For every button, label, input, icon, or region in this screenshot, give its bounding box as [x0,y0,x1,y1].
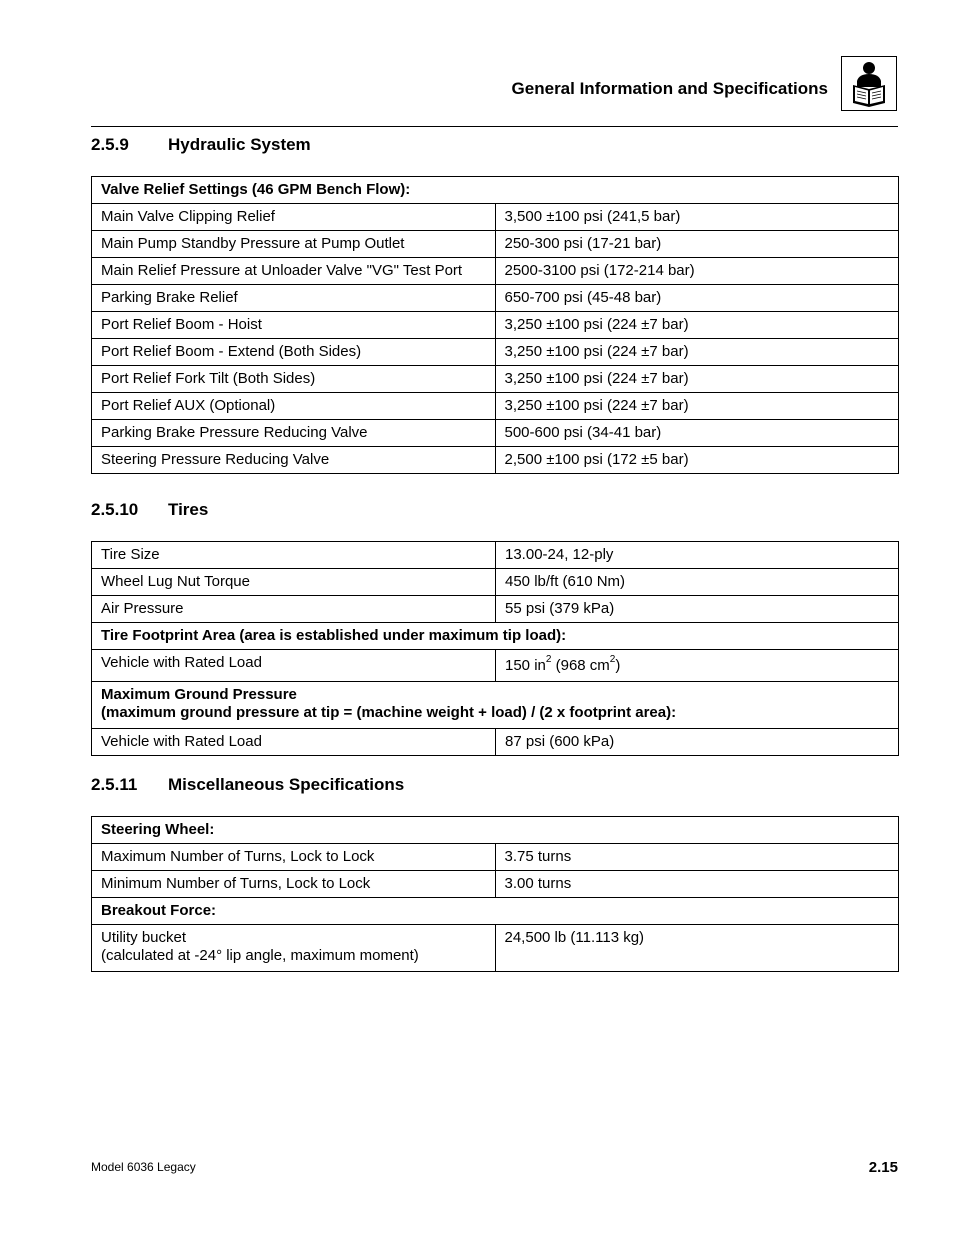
spec-label: Vehicle with Rated Load [92,650,496,682]
group-header-cell: Steering Wheel: [92,817,899,844]
spec-value [496,650,899,682]
page-header-title: General Information and Specifications [511,79,828,98]
table-row [92,596,899,623]
section-heading-hydraulic [91,135,311,155]
spec-value: 500-600 psi (34-41 bar) [495,420,899,447]
spec-label: Port Relief Fork Tilt (Both Sides) [92,366,496,393]
spec-value: 3,500 ±100 psi (241,5 bar) [495,204,899,231]
value-text: 150 in [505,656,546,674]
table-row [92,393,899,420]
spec-label: Steering Pressure Reducing Valve [92,447,496,474]
section-number: 2.5.10 [91,500,139,519]
spec-label: Main Valve Clipping Relief [92,204,496,231]
spec-label: Port Relief Boom - Extend (Both Sides) [92,339,496,366]
section-heading-tires [91,500,208,520]
section-number: 2.5.11 [91,775,138,794]
table-row [92,650,899,682]
spec-value: 3.75 turns [495,844,899,871]
spec-label [92,925,496,972]
superscript: 2 [545,653,552,665]
header-divider [91,126,898,127]
section-title: Tires [168,500,209,519]
table-row [92,366,899,393]
superscript: 2 [609,653,616,665]
spec-label: Air Pressure [92,596,496,623]
table-row [92,569,899,596]
table-row [92,312,899,339]
table-group-row [92,623,899,650]
section-heading-misc [91,775,404,795]
spec-value: 13.00-24, 12-ply [496,542,899,569]
spec-label: Parking Brake Pressure Reducing Valve [92,420,496,447]
hydraulic-table [91,176,899,474]
table-row [92,871,899,898]
group-header-cell [92,682,899,729]
section-title: Hydraulic System [168,135,311,154]
spec-label: Tire Size [92,542,496,569]
reading-manual-icon [841,56,897,111]
table-row [92,447,899,474]
spec-label: Wheel Lug Nut Torque [92,569,496,596]
label-line: Utility bucket [101,929,187,946]
spec-value: 3,250 ±100 psi (224 ±7 bar) [495,393,899,420]
group-header-cell: Tire Footprint Area (area is established under maximum tip load): [92,623,899,650]
spec-value: 24,500 lb (11.113 kg) [495,925,899,972]
spec-value: 3,250 ±100 psi (224 ±7 bar) [495,312,899,339]
spec-value: 55 psi (379 kPa) [496,596,899,623]
spec-value: 250-300 psi (17-21 bar) [495,231,899,258]
table-row [92,844,899,871]
section-number: 2.5.9 [91,135,129,154]
value-text: ) [615,656,621,674]
group-header-cell: Valve Relief Settings (46 GPM Bench Flow): [92,177,899,204]
page-number: 2.15 [868,1159,898,1176]
table-row [92,231,899,258]
spec-value: 450 lb/ft (610 Nm) [496,569,899,596]
table-row [92,729,899,756]
misc-table [91,816,899,972]
spec-label: Vehicle with Rated Load [92,729,496,756]
table-row [92,339,899,366]
spec-label: Port Relief AUX (Optional) [92,393,496,420]
spec-value: 3.00 turns [495,871,899,898]
spec-label: Parking Brake Relief [92,285,496,312]
spec-label: Port Relief Boom - Hoist [92,312,496,339]
tires-table [91,541,899,756]
table-row [92,420,899,447]
spec-label: Minimum Number of Turns, Lock to Lock [92,871,496,898]
spec-value: 87 psi (600 kPa) [496,729,899,756]
value-text: (968 cm [551,656,610,674]
spec-value: 3,250 ±100 psi (224 ±7 bar) [495,339,899,366]
group-header-line: (maximum ground pressure at tip = (machine weight + load) / (2 x footprint area): [101,704,677,721]
spec-label: Maximum Number of Turns, Lock to Lock [92,844,496,871]
section-title: Miscellaneous Specifications [168,775,405,794]
table-group-row [92,177,899,204]
spec-label: Main Pump Standby Pressure at Pump Outlet [92,231,496,258]
table-row [92,285,899,312]
footer-model: Model 6036 Legacy [91,1160,196,1174]
table-row [92,925,899,972]
table-row [92,542,899,569]
label-line: (calculated at -24° lip angle, maximum moment) [101,947,419,964]
spec-value: 3,250 ±100 psi (224 ±7 bar) [495,366,899,393]
table-row [92,258,899,285]
table-group-row [92,682,899,729]
group-header-line: Maximum Ground Pressure [101,686,297,703]
spec-value: 650-700 psi (45-48 bar) [495,285,899,312]
spec-value: 2,500 ±100 psi (172 ±5 bar) [495,447,899,474]
spec-value: 2500-3100 psi (172-214 bar) [495,258,899,285]
spec-label: Main Relief Pressure at Unloader Valve "VG" Test Port [92,258,496,285]
group-header-cell: Breakout Force: [92,898,899,925]
table-row [92,204,899,231]
table-group-row [92,898,899,925]
table-group-row [92,817,899,844]
